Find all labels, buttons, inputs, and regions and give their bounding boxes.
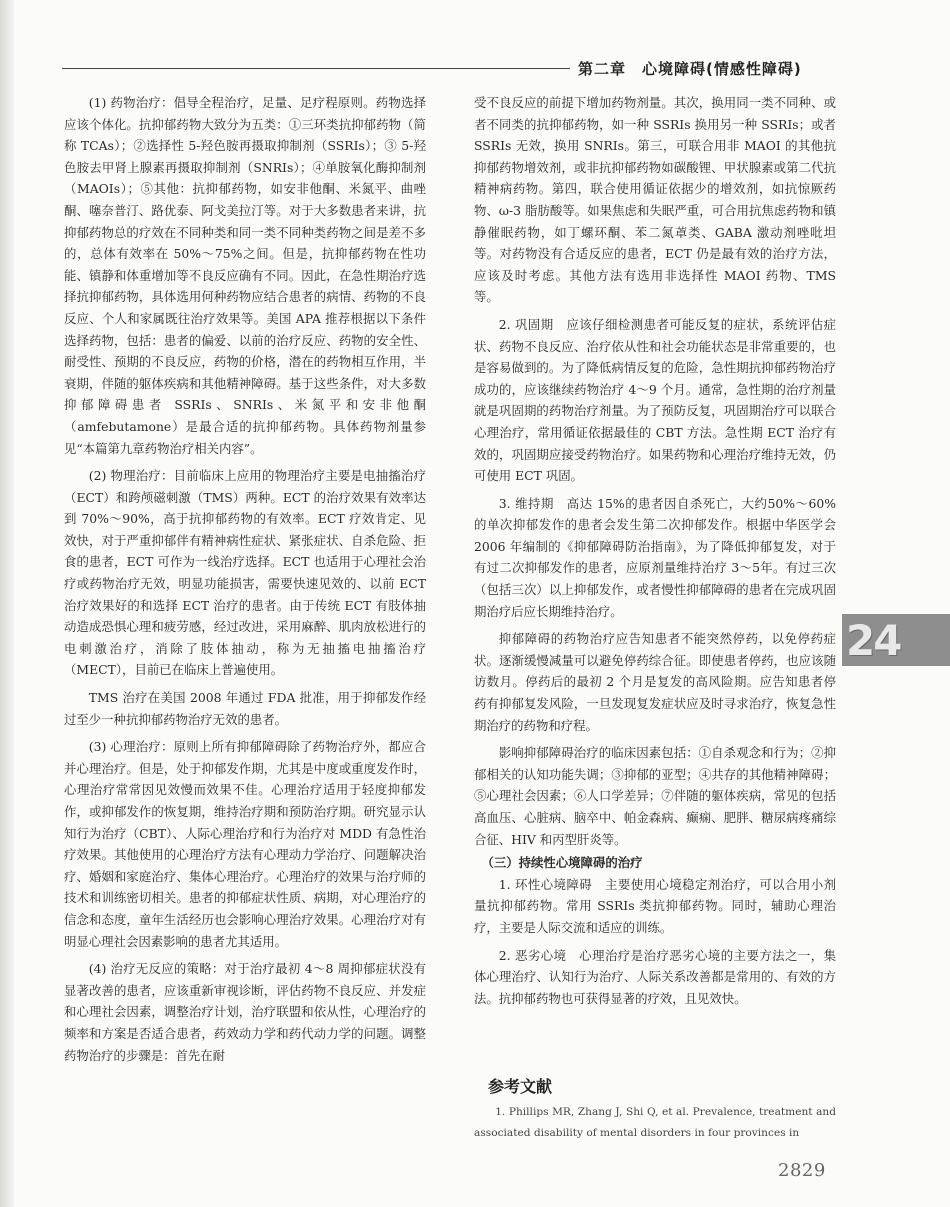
page-binding-shadow xyxy=(0,0,14,1207)
header-rule xyxy=(62,68,570,69)
page-number: 2829 xyxy=(778,1160,826,1181)
paragraph-drug-therapy: (1) 药物治疗：倡导全程治疗，足量、足疗程原则。药物选择应该个体化。抗抑郁药物大致分为五类：①三环类抗抑郁药物（简称 TCAs）；②选择性 5-羟色胺再摄取抑制剂（SSRIs）；③ 5-羟色胺去甲肾上腺素再摄取抑制剂（SNRIs）；④单胺氧化酶抑制剂（MAOIs）；⑤其他：抗抑郁药物，如安非他酮、米氮平、曲唑酮、噻奈普汀、路优泰、阿戈美拉汀等。对于大多数患者来讲，抗抑郁药物总的疗效在不同种类和同一类不同种类药物之间是差不多的，总体有效率在 50%～75%之间。但是，抗抑郁药物在性功能、镇静和体重增加等不良反应确有不同。因此，在急性期治疗选择抗抑郁药物，具体选用何种药物应结合患者的病情、药物的不良反应、个人和家属既往治疗效果等。美国 APA 推荐根据以下条件选择药物，包括：患者的偏爱、以前的治疗反应、药物的安全性、耐受性、预期的不良反应，药物的价格，潜在的药物相互作用，半衰期，伴随的躯体疾病和其他精神障碍。基于这些条件，对大多数抑郁障碍患者 SSRIs、SNRIs、米氮平和安非他酮（amfebutamone）是最合适的抗抑郁药物。具体药物剂量参见“本篇第九章药物治疗相关内容”。 xyxy=(64,95,426,456)
paragraph-maintenance-phase: 3. 维持期 高达 15%的患者因自杀死亡，大约50%～60%的单次抑郁发作的患者会发生第二次抑郁发作。根据中华医学会 2006 年编制的《抑郁障碍防治指南》，为了降低抑郁复发，对于有过二次抑郁发作的患者，应原剂量维持治疗 3～5年。有过三次（包括三次）以上抑郁发作，或者慢性抑郁障碍的患者在完成巩固期治疗后应长期维持治疗。 xyxy=(474,495,836,619)
paragraph-clinical-factors: 影响抑郁障碍治疗的临床因素包括：①自杀观念和行为；②抑郁相关的认知功能失调；③抑郁的亚型；④共存的其他精神障碍；⑤心理社会因素；⑥人口学差异；⑦伴随的躯体疾病，常见的包括高血压、心脏病、脑卒中、帕金森病、癫痫、肥胖、糖尿病疼痛综合征、HIV 和丙型肝炎等。 xyxy=(474,745,836,847)
paragraph-consolidation-phase: 2. 巩固期 应该仔细检测患者可能反复的症状，系统评估症状、药物不良反应、治疗依从性和社会功能状态是非常重要的，也是容易做到的。为了降低病情反复的危险，急性期抗抑郁药物治疗成功的，应该继续药物治疗 4～9 个月。通常，急性期的治疗剂量就是巩固期的药物治疗剂量。为了预防反复，巩固期治疗可以联合心理治疗，常用循证依据最佳的 CBT 方法。急性期 ECT 治疗有效的，巩固期应接受药物治疗。如果药物和心理治疗维持无效，仍可使用 ECT 巩固。 xyxy=(474,316,836,484)
section-heading-persistent-mood-disorder: （三）持续性心境障碍的治疗 xyxy=(481,855,643,871)
references-list xyxy=(474,1102,836,1144)
paragraph-cyclothymia: 1. 环性心境障碍 主要使用心境稳定剂治疗，可以合用小剂量抗抑郁药物。常用 SSRIs 类抗抑郁药物。同时，辅助心理治疗，主要是人际交流和适应的训练。 xyxy=(474,876,836,935)
chapter-header-title: 第二章 心境障碍(情感性障碍) xyxy=(578,60,802,78)
paragraph-continuation: 受不良反应的前提下增加药物剂量。其次，换用同一类不同种、或者不同类的抗抑郁药物，如一种 SSRIs 换用另一种 SSRIs；或者 SSRIs 无效，换用 SNRIs。第三，可联合用非 MAOI 的其他抗抑郁药物增效剂，或非抗抑郁药物如碳酸锂、甲状腺素或第二代抗精神病药物。第四，联合使用循证依据少的增效剂，如抗惊厥药物、ω-3 脂肪酸等。如果焦虑和失眠严重，可合用抗焦虑药物和镇静催眠药物，如丁螺环酮、苯二氮䓬类、GABA 激动剂唑吡坦等。对药物没有合适反应的患者，ECT 仍是最有效的治疗方法，应该及时考虑。其他方法有选用非选择性 MAOI 药物、TMS 等。 xyxy=(474,95,836,305)
paragraph-physical-therapy: (2) 物理治疗：目前临床上应用的物理治疗主要是电抽搐治疗（ECT）和跨颅磁刺激（TMS）两种。ECT 的治疗效果有效率达到 70%～90%，高于抗抑郁药物的有效率。ECT 疗效肯定、见效快，对于严重抑郁伴有精神病性症状、紧张症状、自杀危险、拒食的患者，ECT 可作为一线治疗选择。ECT 也适用于心理社会治疗或药物治疗无效，明显功能损害，需要快速见效的、以前 ECT 治疗效果好的和选择 ECT 治疗的患者。由于传统 ECT 有肢体抽动造成恐惧心理和疲劳感，经过改进，采用麻醉、肌肉放松进行的电刺激治疗，消除了肢体抽动，称为无抽搐电抽搐治疗（MECT），目前已在临床上普遍使用。 xyxy=(64,468,426,678)
chapter-tab xyxy=(842,614,950,666)
left-column xyxy=(64,92,426,1066)
references-title: 参考文献 xyxy=(488,1077,553,1096)
paragraph-psychotherapy: (3) 心理治疗：原则上所有抑郁障碍除了药物治疗外，都应合并心理治疗。但是，处于抑郁发作期，尤其是中度或重度发作时，心理治疗常常因见效慢而效果不佳。心理治疗适用于轻度抑郁发作，或抑郁发作的恢复期，维持治疗期和预防治疗期。研究显示认知行为治疗（CBT）、人际心理治疗和行为治疗对 MDD 有急性治疗效果。其他使用的心理治疗方法有心理动力学治疗、问题解决治疗、婚姻和家庭治疗、集体心理治疗。心理治疗的效果与治疗师的技术和训练密切相关。患者的抑郁症状性质、病期，对心理治疗的信念和态度，童年生活经历也会影响心理治疗效果。心理治疗对有明显心理社会因素影响的患者尤其适用。 xyxy=(64,739,426,949)
paragraph-tms: TMS 治疗在美国 2008 年通过 FDA 批准，用于抑郁发作经过至少一种抗抑郁药物治疗无效的患者。 xyxy=(64,690,426,727)
paragraph-dysthymia: 2. 恶劣心境 心理治疗是治疗恶劣心境的主要方法之一，集体心理治疗、认知行为治疗、人际关系改善都是常用的、有效的方法。抗抑郁药物也可获得显著的疗效，且见效快。 xyxy=(474,947,836,1006)
reference-item: 1. Phillips MR, Zhang J, Shi Q, et al. Prevalence, treatment and associated disability of mental disorders in four provinces in xyxy=(474,1106,836,1139)
chapter-tab-number: 24 xyxy=(846,615,901,665)
right-column xyxy=(474,92,836,1009)
paragraph-discontinuation: 抑郁障碍的药物治疗应告知患者不能突然停药，以免停药症状。逐渐缓慢减量可以避免停药综合征。即使患者停药，也应该随访数月。停药后的最初 2 个月是复发的高风险期。应告知患者停药有抑郁复发风险，一旦发现复发症状应及时寻求治疗，恢复急性期治疗的药物和疗程。 xyxy=(474,631,836,733)
paragraph-nonresponse-strategy: (4) 治疗无反应的策略：对于治疗最初 4～8 周抑郁症状没有显著改善的患者，应该重新审视诊断，评估药物不良反应、并发症和心理社会因素，调整治疗计划，治疗联盟和依从性，心理治疗的频率和方案是否适合患者，药效动力学和药代动力学的问题。调整药物治疗的步骤是：首先在耐 xyxy=(64,961,426,1063)
